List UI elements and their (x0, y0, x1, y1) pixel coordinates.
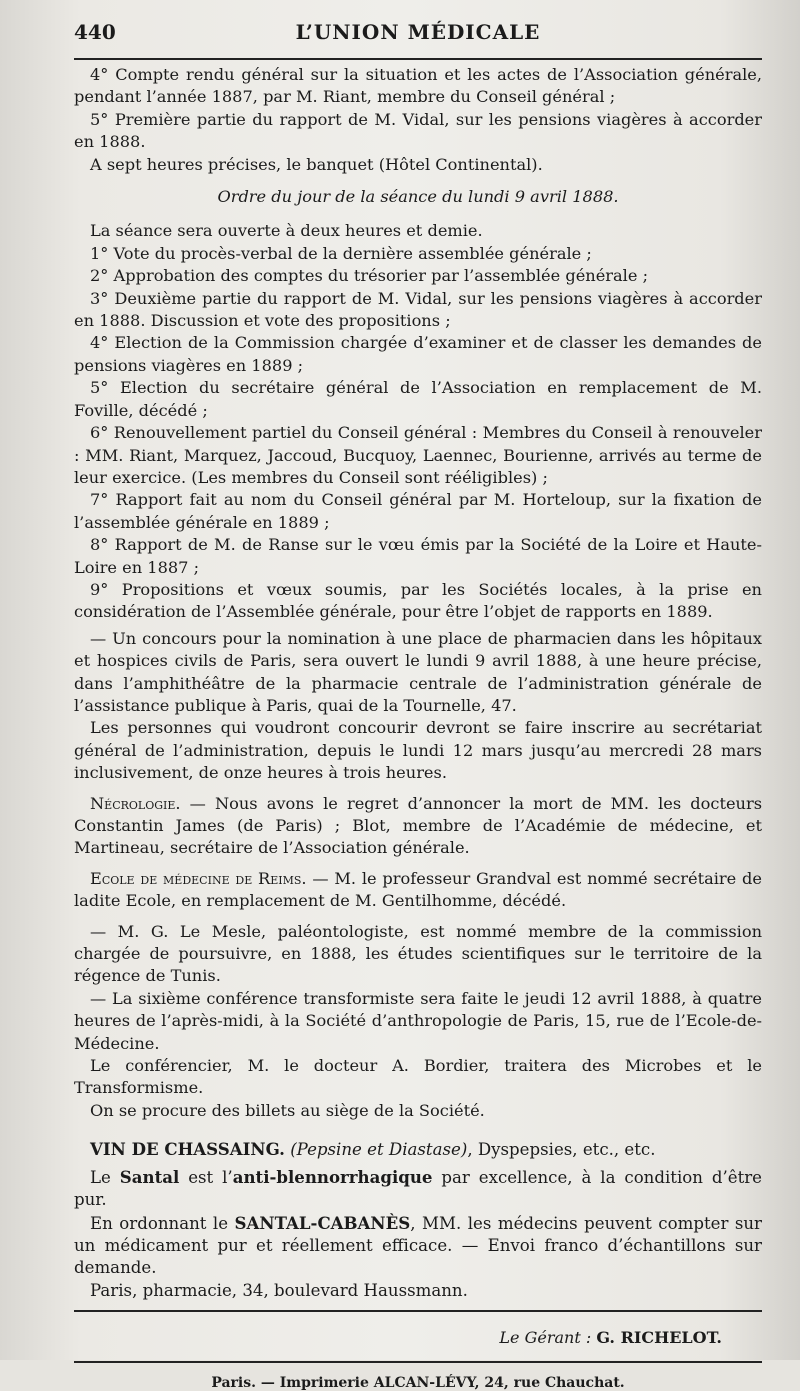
banquet-notice: A sept heures précises, le banquet (Hôtel Continental). (90, 154, 543, 174)
signature-name: G. RICHELOT. (596, 1328, 722, 1348)
necrologie-label: Nécrologie. (90, 793, 181, 813)
signature (74, 1328, 722, 1347)
ad-vin-subtitle: (Pepsine et Diastase) (290, 1140, 468, 1160)
ad-address: Paris, pharmacie, 34, boulevard Haussmann. (90, 1280, 468, 1300)
top-item-5: 5° Première partie du rapport de M. Vidal, sur les pensions viagères à accorder en 1888. (74, 109, 762, 152)
ad-santal-cabanes: En ordonnant le SANTAL-CABANÈS, MM. les médecins peuvent compter sur un médicament pur et réellement efficace. — Envoi franco d’échantillons sur demande. (74, 1212, 762, 1278)
ecole-text: — M. le professeur Grandval est nommé secrétaire de ladite Ecole, en remplacement de M. Gentilhomme, décédé. (74, 868, 762, 911)
ad-vin-chassaing (74, 1138, 762, 1161)
ad-santal-name: Santal (119, 1166, 180, 1187)
ad-cabanes-name: SANTAL-CABANÈS (234, 1212, 411, 1233)
necrologie-notice (74, 793, 762, 860)
ecole-notice (74, 868, 762, 913)
printer-imprint: Paris. — Imprimerie ALCAN-LÉVY, 24, rue Chauchat. (211, 1375, 625, 1391)
agenda-item: 5° Election du secrétaire général de l’Association en remplacement de M. Foville, décédé ; (74, 378, 762, 420)
agenda-item: 4° Election de la Commission chargée d’examiner et de classer les demandes de pensions viagères en 1889 ; (74, 333, 762, 375)
page-header (74, 18, 762, 58)
agenda-item: 2° Approbation des comptes du trésorier par l’assemblée générale ; (90, 266, 649, 286)
news-item: On se procure des billets au siège de la Société. (90, 1100, 485, 1120)
necrologie-text: — Nous avons le regret d’annoncer la mort de MM. les docteurs Constantin James (de Paris) ; Blot, membre de l’Académie de médecine, et Martineau, secrétaire de l’Association générale. (74, 793, 762, 858)
signature-label: Le Gérant : (499, 1328, 597, 1348)
footer-rule-bottom (74, 1361, 762, 1363)
page-number: 440 (74, 20, 116, 44)
agenda-item: 9° Propositions et vœux soumis, par les Sociétés locales, à la prise en considération de l’Assemblée générale, pour être l’objet de rapports en 1889. (74, 579, 762, 622)
agenda-item: 7° Rapport fait au nom du Conseil général par M. Horteloup, sur la fixation de l’assemblée générale en 1889 ; (74, 490, 762, 532)
article-body (74, 60, 762, 1302)
news-item: — La sixième conférence transformiste sera faite le jeudi 12 avril 1888, à quatre heures de l’après-midi, à la Société d’anthropologie de Paris, 15, rue de l’Ecole-de-Médecine. (74, 988, 762, 1053)
ad-vin-rest: , Dyspepsies, etc., etc. (467, 1140, 656, 1160)
ad-santal-claim: anti-blennorrhagique (232, 1166, 433, 1187)
agenda-item: 6° Renouvellement partiel du Conseil général : Membres du Conseil à renouveler : MM. Riant, Marquez, Jaccoud, Bucquoy, Laennec, Bourienne, arrivés au terme de leur exercice. (Les membres du Conseil sont rééligibles) ; (74, 423, 762, 487)
ad-vin-title: VIN DE CHASSAING. (90, 1139, 285, 1160)
agenda-intro: La séance sera ouverte à deux heures et demie. (90, 221, 483, 241)
top-item-4: 4° Compte rendu général sur la situation et les actes de l’Association générale, pendant l’année 1887, par M. Riant, membre du Conseil général ; (74, 65, 762, 107)
agenda-item: 8° Rapport de M. de Ranse sur le vœu émis par la Société de la Loire et Haute-Loire en 1887 ; (74, 535, 762, 577)
news-item: Le conférencier, M. le docteur A. Bordier, traitera des Microbes et le Transformisme. (74, 1056, 762, 1098)
news-item: — M. G. Le Mesle, paléontologiste, est nommé membre de la commission chargée de poursuivre, en 1888, les études scientifiques sur le territoire de la régence de Tunis. (74, 921, 762, 986)
concours-inscription: Les personnes qui voudront concourir devront se faire inscrire au secrétariat général de l’administration, depuis le lundi 12 mars jusqu’au mercredi 28 mars inclusivement, de onze heures à trois heures. (74, 718, 762, 783)
agenda-item: 3° Deuxième partie du rapport de M. Vidal, sur les pensions viagères à accorder en 1888. Discussion et vote des propositions ; (74, 288, 762, 331)
ad-santal: Le Santal est l’anti-blennorrhagique par excellence, à la condition d’être pur. (74, 1166, 762, 1210)
agenda-item: 1° Vote du procès-verbal de la dernière assemblée générale ; (90, 243, 592, 263)
concours-notice: — Un concours pour la nomination à une place de pharmacien dans les hôpitaux et hospices civils de Paris, sera ouvert le lundi 9 avril 1888, à une heure précise, dans l’amphithéâtre de la pharmacie centrale de l’administration générale de l’assistance publique à Paris, quai de la Tournelle, 47. (74, 628, 762, 715)
journal-title: L’UNION MÉDICALE (295, 20, 541, 44)
ecole-label: Ecole de médecine de Reims. (90, 868, 307, 888)
agenda-title: Ordre du jour de la séance du lundi 9 avril 1888. (217, 187, 619, 207)
footer-rule-top (74, 1310, 762, 1312)
